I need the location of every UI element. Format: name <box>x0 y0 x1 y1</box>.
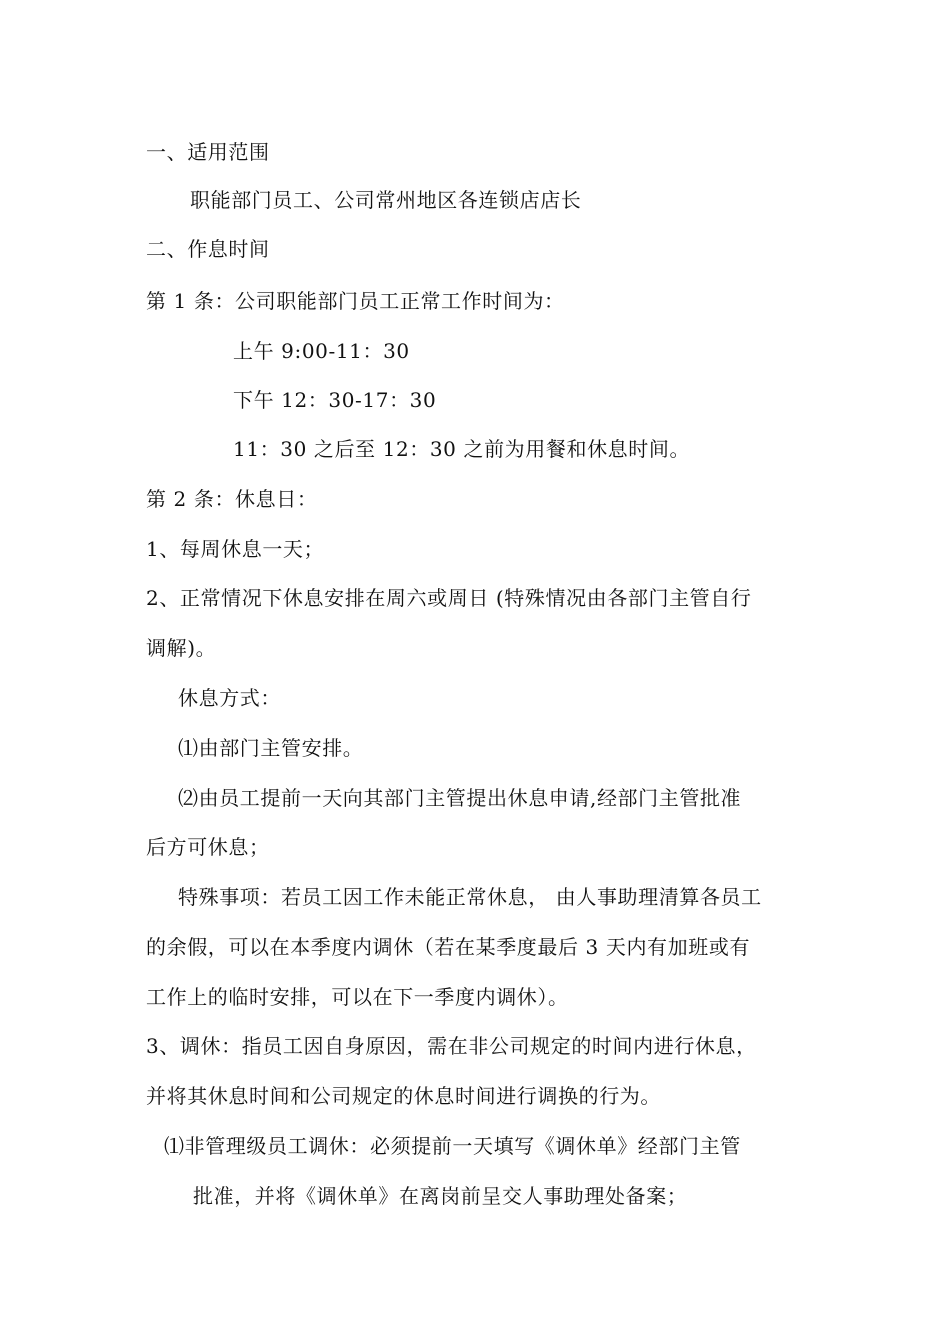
section1-heading: 一、适用范围 <box>146 140 270 164</box>
rest-method-2-line1: ⑵由员工提前一天向其部门主管提出休息申请,经部门主管批准 <box>178 786 742 810</box>
special-matters-line2: 的余假，可以在本季度内调休（若在某季度最后 3 天内有加班或有 <box>146 935 751 959</box>
leave-rule-1-line1: ⑴非管理级员工调休：必须提前一天填写《调休单》经部门主管 <box>164 1134 741 1158</box>
special-matters-line3: 工作上的临时安排，可以在下一季度内调休）。 <box>146 985 569 1009</box>
rest-method-2-line2: 后方可休息； <box>146 835 270 859</box>
rest-item-2-line1: 2、正常情况下休息安排在周六或周日 (特殊情况由各部门主管自行 <box>146 586 752 610</box>
rest-item-3-line1: 3、调休：指员工因自身原因，需在非公司规定的时间内进行休息， <box>146 1034 757 1058</box>
article1-title: 第 1 条：公司职能部门员工正常工作时间为： <box>146 289 565 313</box>
rest-item-2-line2: 调解)。 <box>146 636 217 660</box>
article2-title: 第 2 条：休息日： <box>146 487 318 511</box>
afternoon-hours: 下午 12：30-17：30 <box>233 388 437 412</box>
special-matters-line1: 特殊事项：若员工因工作未能正常休息， 由人事助理清算各员工 <box>178 885 762 909</box>
morning-hours: 上午 9:00-11：30 <box>233 339 410 363</box>
rest-method-heading: 休息方式： <box>178 686 281 710</box>
section1-body: 职能部门员工、公司常州地区各连锁店店长 <box>190 188 582 212</box>
meal-break-note: 11：30 之后至 12：30 之前为用餐和休息时间。 <box>233 437 691 461</box>
rest-item-1: 1、每周休息一天； <box>146 537 325 561</box>
rest-item-3-line2: 并将其休息时间和公司规定的休息时间进行调换的行为。 <box>146 1084 661 1108</box>
section2-heading: 二、作息时间 <box>146 237 270 261</box>
leave-rule-1-line2: 批准，并将《调休单》在离岗前呈交人事助理处备案； <box>193 1184 688 1208</box>
rest-method-1: ⑴由部门主管安排。 <box>178 736 364 760</box>
